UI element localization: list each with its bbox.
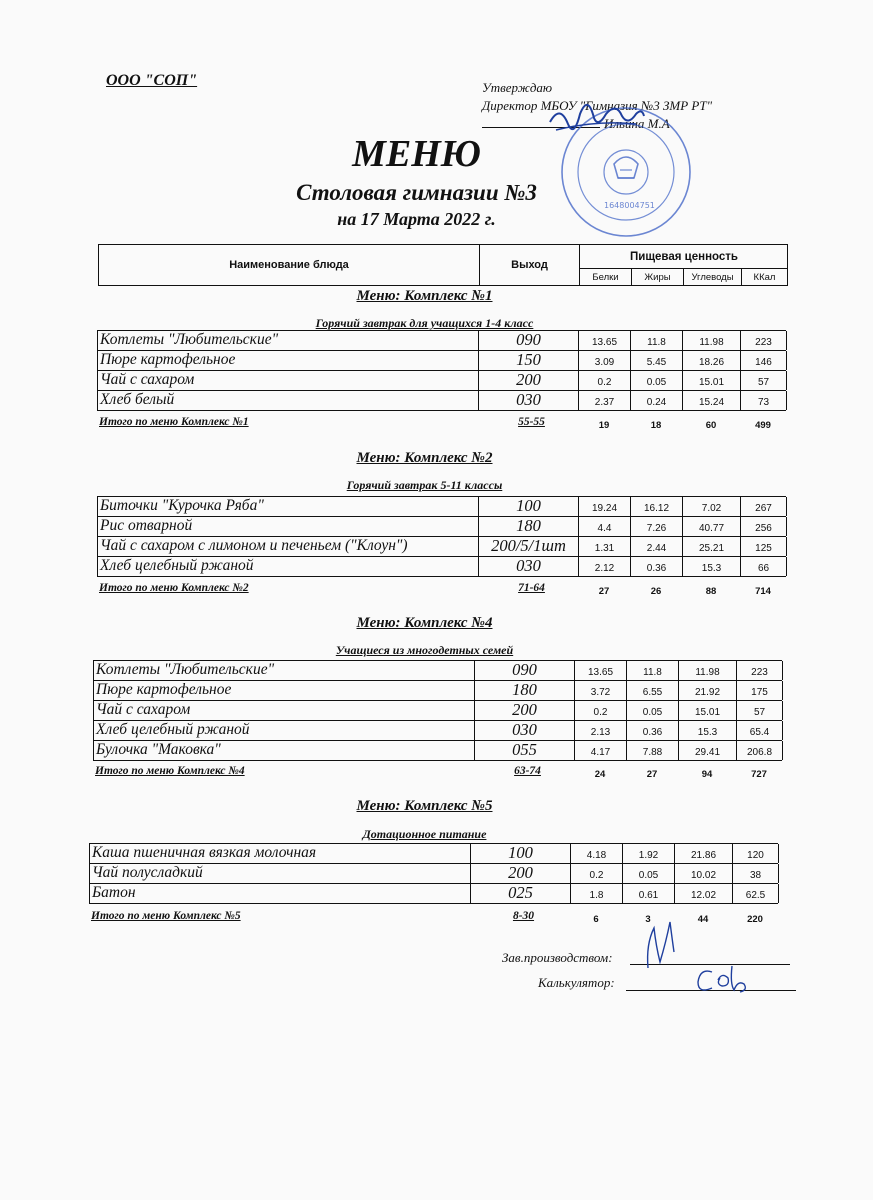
dish-name: Каша пшеничная вязкая молочная — [90, 844, 471, 863]
manager-signature — [632, 918, 692, 970]
dish-name: Чай с сахаром — [94, 701, 475, 720]
table-row — [98, 537, 786, 557]
total-output: 55-55 — [518, 416, 545, 428]
header-output: Выход — [480, 245, 580, 285]
dish-output: 100 — [471, 844, 571, 863]
dish-fats: 11.8 — [631, 331, 683, 350]
table-row — [98, 331, 786, 351]
dish-output: 025 — [471, 884, 571, 903]
dish-name: Чай с сахаром — [98, 371, 479, 390]
header-proteins: Белки — [580, 269, 632, 285]
dish-carbs: 7.02 — [683, 497, 741, 516]
total-kcal: 727 — [751, 769, 767, 780]
approve-label: Утверждаю — [482, 80, 553, 95]
menu-table — [97, 496, 786, 577]
dish-fats: 7.26 — [631, 517, 683, 536]
dish-carbs: 12.02 — [675, 884, 733, 903]
dish-carbs: 40.77 — [683, 517, 741, 536]
dish-fats: 5.45 — [631, 351, 683, 370]
total-carbs: 88 — [705, 586, 717, 597]
table-row — [98, 371, 786, 391]
menu-table — [93, 660, 782, 761]
total-name: Итого по меню Комплекс №2 — [99, 582, 249, 594]
dish-proteins: 13.65 — [579, 331, 631, 350]
dish-name: Пюре картофельное — [98, 351, 479, 370]
dish-name: Рис отварной — [98, 517, 479, 536]
dish-fats: 11.8 — [627, 661, 679, 680]
dish-fats: 0.61 — [623, 884, 675, 903]
dish-carbs: 21.86 — [675, 844, 733, 863]
section-title: Меню: Комплекс №5 — [356, 798, 493, 814]
section-subtitle: Учащиеся из многодетных семей — [335, 643, 514, 657]
dish-output: 100 — [479, 497, 579, 516]
section-title: Меню: Комплекс №1 — [356, 288, 493, 304]
total-kcal: 714 — [755, 586, 771, 597]
dish-carbs: 15.01 — [679, 701, 737, 720]
dish-proteins: 0.2 — [579, 371, 631, 390]
dish-name: Хлеб белый — [98, 391, 479, 410]
dish-fats: 6.55 — [627, 681, 679, 700]
dish-carbs: 11.98 — [683, 331, 741, 350]
dish-kcal: 146 — [741, 351, 787, 370]
dish-kcal: 66 — [741, 557, 787, 576]
dish-name: Чай с сахаром с лимоном и печеньем ("Клоун") — [98, 537, 479, 556]
dish-proteins: 13.65 — [575, 661, 627, 680]
table-row — [94, 721, 782, 741]
section-subtitle: Дотационное питание — [362, 827, 487, 841]
total-proteins: 27 — [598, 586, 610, 597]
dish-proteins: 19.24 — [579, 497, 631, 516]
dish-name: Хлеб целебный ржаной — [94, 721, 475, 740]
table-row — [90, 844, 778, 864]
dish-name: Котлеты "Любительские" — [94, 661, 475, 680]
header-nutrition: Пищевая ценность — [580, 245, 788, 269]
stamp-inn: 1648004751 — [604, 201, 655, 210]
dish-kcal: 62.5 — [733, 884, 779, 903]
dish-kcal: 57 — [737, 701, 783, 720]
dish-kcal: 57 — [741, 371, 787, 390]
section-subtitle: Горячий завтрак для учащихся 1-4 класс — [315, 316, 534, 330]
dish-output: 030 — [475, 721, 575, 740]
dish-carbs: 15.3 — [683, 557, 741, 576]
total-fats: 27 — [646, 769, 658, 780]
dish-kcal: 256 — [741, 517, 787, 536]
dish-output: 030 — [479, 391, 579, 410]
table-row — [90, 864, 778, 884]
page-subtitle: Столовая гимназии №3 — [296, 180, 537, 205]
calculator-signature — [692, 962, 762, 996]
dish-carbs: 18.26 — [683, 351, 741, 370]
total-kcal: 220 — [747, 914, 763, 925]
dish-kcal: 267 — [741, 497, 787, 516]
section-title: Меню: Комплекс №4 — [356, 615, 493, 631]
dish-fats: 7.88 — [627, 741, 679, 760]
total-name: Итого по меню Комплекс №4 — [95, 765, 245, 777]
dish-output: 180 — [475, 681, 575, 700]
approve-director: Директор МБОУ "Гимназия №3 ЗМР РТ" — [482, 98, 713, 113]
company-name: ООО "СОП" — [106, 72, 198, 89]
menu-table — [97, 330, 786, 411]
dish-fats: 2.44 — [631, 537, 683, 556]
total-proteins: 6 — [593, 914, 599, 925]
dish-proteins: 2.12 — [579, 557, 631, 576]
dish-proteins: 3.09 — [579, 351, 631, 370]
dish-name: Батон — [90, 884, 471, 903]
total-name: Итого по меню Комплекс №1 — [99, 416, 249, 428]
total-carbs: 44 — [697, 914, 709, 925]
dish-kcal: 223 — [741, 331, 787, 350]
table-row — [94, 741, 782, 761]
dish-output: 090 — [475, 661, 575, 680]
total-kcal: 499 — [755, 420, 771, 431]
header-kcal: ККал — [753, 271, 776, 283]
dish-kcal: 73 — [741, 391, 787, 410]
dish-name: Пюре картофельное — [94, 681, 475, 700]
dish-proteins: 3.72 — [575, 681, 627, 700]
total-name: Итого по меню Комплекс №5 — [91, 910, 241, 922]
total-proteins: 19 — [598, 420, 610, 431]
total-carbs: 60 — [705, 420, 717, 431]
dish-proteins: 0.2 — [575, 701, 627, 720]
dish-fats: 16.12 — [631, 497, 683, 516]
dish-carbs: 21.92 — [679, 681, 737, 700]
dish-proteins: 0.2 — [571, 864, 623, 883]
dish-name: Булочка "Маковка" — [94, 741, 475, 760]
dish-kcal: 175 — [737, 681, 783, 700]
dish-kcal: 65.4 — [737, 721, 783, 740]
table-header — [98, 244, 788, 286]
calculator-label: Калькулятор: — [538, 975, 615, 990]
dish-name: Чай полусладкий — [90, 864, 471, 883]
dish-proteins: 2.13 — [575, 721, 627, 740]
dish-output: 200 — [475, 701, 575, 720]
dish-carbs: 29.41 — [679, 741, 737, 760]
dish-proteins: 4.18 — [571, 844, 623, 863]
dish-kcal: 206.8 — [737, 741, 783, 760]
table-row — [94, 661, 782, 681]
dish-fats: 0.24 — [631, 391, 683, 410]
total-proteins: 24 — [594, 769, 606, 780]
dish-kcal: 223 — [737, 661, 783, 680]
header-fats: Жиры — [632, 269, 684, 285]
dish-proteins: 4.4 — [579, 517, 631, 536]
dish-fats: 1.92 — [623, 844, 675, 863]
dish-proteins: 1.31 — [579, 537, 631, 556]
dish-proteins: 1.8 — [571, 884, 623, 903]
table-row — [94, 701, 782, 721]
dish-output: 200 — [479, 371, 579, 390]
dish-kcal: 120 — [733, 844, 779, 863]
dish-output: 030 — [479, 557, 579, 576]
table-row — [98, 557, 786, 577]
dish-name: Котлеты "Любительские" — [98, 331, 479, 350]
dish-output: 200 — [471, 864, 571, 883]
dish-carbs: 10.02 — [675, 864, 733, 883]
dish-name: Хлеб целебный ржаной — [98, 557, 479, 576]
total-output: 63-74 — [514, 765, 541, 777]
dish-carbs: 11.98 — [679, 661, 737, 680]
dish-output: 180 — [479, 517, 579, 536]
dish-fats: 0.05 — [631, 371, 683, 390]
dish-name: Биточки "Курочка Ряба" — [98, 497, 479, 516]
section-title: Меню: Комплекс №2 — [356, 450, 493, 466]
dish-carbs: 15.24 — [683, 391, 741, 410]
dish-proteins: 2.37 — [579, 391, 631, 410]
menu-date: на 17 Марта 2022 г. — [337, 209, 496, 229]
table-row — [98, 391, 786, 411]
dish-output: 150 — [479, 351, 579, 370]
header-carbs: Углеводы — [684, 269, 742, 285]
manager-label: Зав.производством: — [502, 950, 613, 965]
dish-fats: 0.05 — [623, 864, 675, 883]
dish-fats: 0.36 — [631, 557, 683, 576]
page-title: МЕНЮ — [352, 133, 481, 175]
dish-carbs: 15.3 — [679, 721, 737, 740]
approve-name: Ильина М.А — [604, 116, 670, 131]
dish-kcal: 38 — [733, 864, 779, 883]
menu-table — [89, 843, 778, 904]
section-subtitle: Горячий завтрак 5-11 классы — [346, 478, 503, 492]
total-fats: 26 — [650, 586, 662, 597]
total-carbs: 94 — [701, 769, 713, 780]
dish-output: 055 — [475, 741, 575, 760]
table-row — [90, 884, 778, 904]
total-fats: 18 — [650, 420, 662, 431]
dish-kcal: 125 — [741, 537, 787, 556]
table-row — [98, 517, 786, 537]
dish-carbs: 15.01 — [683, 371, 741, 390]
total-output: 71-64 — [518, 582, 545, 594]
table-row — [94, 681, 782, 701]
dish-output: 200/5/1шт — [479, 537, 579, 556]
dish-carbs: 25.21 — [683, 537, 741, 556]
dish-fats: 0.36 — [627, 721, 679, 740]
total-output: 8-30 — [512, 910, 535, 922]
header-dish-name: Наименование блюда — [99, 245, 480, 285]
total-fats: 3 — [645, 914, 651, 925]
table-row — [98, 351, 786, 371]
table-row — [98, 497, 786, 517]
dish-output: 090 — [479, 331, 579, 350]
dish-proteins: 4.17 — [575, 741, 627, 760]
dish-fats: 0.05 — [627, 701, 679, 720]
